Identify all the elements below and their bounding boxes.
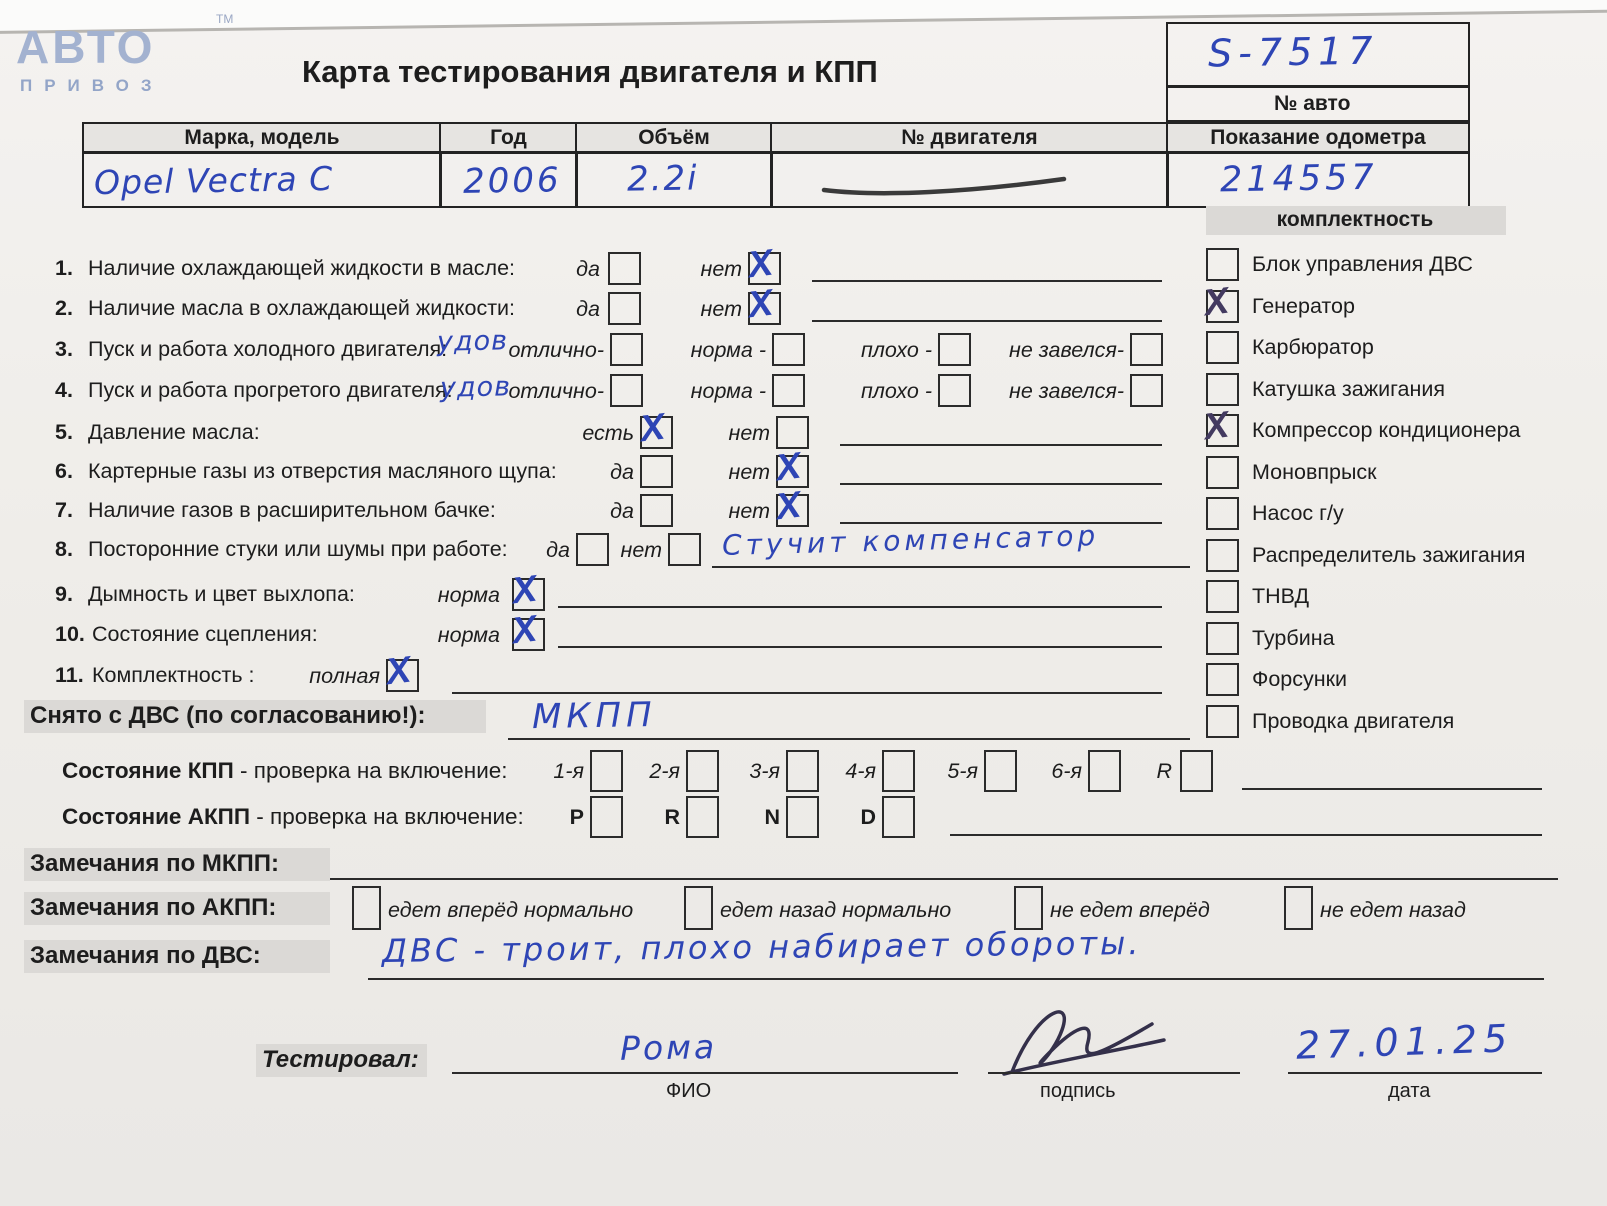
q11-blank-line <box>452 692 1162 694</box>
q3-opt-nezavelsya-label: не завелся- <box>1009 338 1124 362</box>
header-make-model: Марка, модель <box>82 122 442 154</box>
equipment-title: комплектность <box>1206 206 1506 235</box>
gear-2-label: 2-я <box>649 759 680 783</box>
q3-checkbox-norma <box>772 333 805 366</box>
q3-opt-otlichno-label: отлично- <box>508 338 604 362</box>
value-volume-cell <box>575 151 773 208</box>
logo-privoz: ПРИВОЗ <box>20 76 164 95</box>
checkbox-equip-5 <box>1206 456 1239 489</box>
q2-blank-line <box>812 320 1162 322</box>
value-engine-number-cell <box>770 151 1169 208</box>
gear-r-label: R <box>1156 759 1172 783</box>
akpp-opt-checkbox-1 <box>684 886 713 930</box>
value-odometer-cell <box>1166 151 1470 208</box>
odometer-value: 214557 <box>1219 157 1378 201</box>
q8-blank-line <box>712 566 1190 568</box>
equip-label-7: Распределитель зажигания <box>1252 543 1526 567</box>
q4-checkbox-ploho <box>938 374 971 407</box>
q2-text: Наличие масла в охлаждающей жидкости: <box>88 296 516 320</box>
q5-opt-est-label: есть <box>582 421 634 445</box>
checkbox-equip-0 <box>1206 248 1239 281</box>
equip-label-0: Блок управления ДВС <box>1252 252 1473 276</box>
equip-label-4: Компрессор кондиционера <box>1252 418 1521 442</box>
q11-num: 11. <box>55 663 84 687</box>
q4-num: 4. <box>55 378 73 402</box>
gear-4-label: 4-я <box>845 759 876 783</box>
remarks-mkpp-line <box>330 878 1558 880</box>
checkbox-equip-10 <box>1206 663 1239 696</box>
q7-checkbox-da <box>640 494 673 527</box>
q7-opt-da-label: да <box>610 499 634 523</box>
engine-number-scribble <box>820 175 1070 197</box>
q9-num: 9. <box>55 582 73 606</box>
page-title: Карта тестирования двигателя и КПП <box>302 54 878 89</box>
logo-tm-mark: TM <box>216 12 234 26</box>
q3-text: Пуск и работа холодного двигателя: <box>88 337 448 361</box>
remarks-mkpp-label: Замечания по МКПП: <box>24 848 330 881</box>
q4-text: Пуск и работа прогретого двигателя: <box>88 378 453 402</box>
q1-opt-net-label: нет <box>700 257 742 281</box>
q5-num: 5. <box>55 420 73 444</box>
signature <box>1000 990 1170 1090</box>
tested-by-label: Тестировал: <box>256 1044 427 1077</box>
equip-label-5: Моновпрыск <box>1252 460 1377 484</box>
q4-opt-otlichno-label: отлично- <box>508 379 604 403</box>
q6-text: Картерные газы из отверстия масляного щупа: <box>88 459 557 483</box>
make-model-value: Opel Vectra C <box>93 158 334 203</box>
header-volume: Объём <box>575 122 773 154</box>
checkbox-equip-1: Х <box>1206 290 1239 323</box>
volume-value: 2.2i <box>626 158 699 200</box>
q1-num: 1. <box>55 256 73 280</box>
equip-label-3: Катушка зажигания <box>1252 377 1445 401</box>
header-odometer: Показание одометра <box>1166 122 1470 154</box>
q4-opt-nezavelsya-label: не завелся- <box>1009 379 1124 403</box>
checkbox-equip-2 <box>1206 331 1239 364</box>
gear-3-checkbox <box>786 750 819 792</box>
q1-checkbox-net: Х <box>748 252 781 285</box>
removed-label: Снято с ДВС (по согласованию!): <box>24 700 486 733</box>
q8-opt-net-label: нет <box>620 538 662 562</box>
q7-checkbox-net: Х <box>776 494 809 527</box>
q1-checkbox-da <box>608 252 641 285</box>
remarks-dvs-label: Замечания по ДВС: <box>24 940 330 973</box>
agear-d-checkbox <box>882 796 915 838</box>
q8-handwritten-note: Стучит компенсатор <box>721 519 1100 562</box>
q2-num: 2. <box>55 296 73 320</box>
value-make-model-cell <box>82 151 442 208</box>
car-number-box <box>1166 22 1470 88</box>
q8-checkbox-net <box>668 533 701 566</box>
q4-checkbox-nezavelsya <box>1130 374 1163 407</box>
q6-checkbox-da <box>640 455 673 488</box>
equip-label-11: Проводка двигателя <box>1252 709 1455 733</box>
date-label: дата <box>1388 1080 1431 1102</box>
q6-checkbox-net: Х <box>776 455 809 488</box>
checkbox-equip-4: Х <box>1206 414 1239 447</box>
header-engine-number: № двигателя <box>770 122 1169 154</box>
q10-num: 10. <box>55 622 85 646</box>
gear-2-checkbox <box>686 750 719 792</box>
removed-blank-line <box>508 738 1190 740</box>
q6-num: 6. <box>55 459 73 483</box>
q6-blank-line <box>840 483 1162 485</box>
q3-num: 3. <box>55 337 73 361</box>
agear-n-label: N <box>764 805 780 829</box>
gear-5-checkbox <box>984 750 1017 792</box>
car-number-label: № авто <box>1274 92 1351 115</box>
agear-p-label: P <box>569 805 584 829</box>
q4-checkbox-norma <box>772 374 805 407</box>
checkbox-equip-9 <box>1206 622 1239 655</box>
q3-handwritten-note: удов <box>436 325 509 358</box>
q4-opt-norma-label: норма - <box>690 379 766 403</box>
gear-5-label: 5-я <box>947 759 978 783</box>
akpp-opt-checkbox-3 <box>1284 886 1313 930</box>
gear-1-label: 1-я <box>553 759 584 783</box>
q3-checkbox-ploho <box>938 333 971 366</box>
akpp-opt-label-0: едет вперёд нормально <box>388 898 634 922</box>
q3-opt-ploho-label: плохо - <box>860 338 932 362</box>
q8-checkbox-da <box>576 533 609 566</box>
auto-gearbox-blank-line <box>950 834 1542 836</box>
q7-opt-net-label: нет <box>728 499 770 523</box>
akpp-opt-label-1: едет назад нормально <box>720 898 952 922</box>
q2-checkbox-da <box>608 292 641 325</box>
akpp-opt-label-3: не едет назад <box>1320 898 1466 922</box>
q9-checkbox-norma: Х <box>512 578 545 611</box>
q5-opt-net-label: нет <box>728 421 770 445</box>
fio-label: ФИО <box>666 1080 712 1102</box>
agear-p-checkbox <box>590 796 623 838</box>
tester-name-value: Рома <box>619 1027 718 1068</box>
gear-r-checkbox <box>1180 750 1213 792</box>
gear-6-label: 6-я <box>1051 759 1082 783</box>
remarks-dvs-line <box>368 978 1544 980</box>
checkbox-equip-7 <box>1206 539 1239 572</box>
car-number-label-cell <box>1166 85 1470 122</box>
q10-text: Состояние сцепления: <box>92 622 318 646</box>
q1-opt-da-label: да <box>576 257 600 281</box>
q5-checkbox-est: Х <box>640 416 673 449</box>
q3-opt-norma-label: норма - <box>690 338 766 362</box>
q2-checkbox-net: Х <box>748 292 781 325</box>
equip-label-1: Генератор <box>1252 294 1355 318</box>
year-value: 2006 <box>462 160 562 202</box>
q6-opt-da-label: да <box>610 460 634 484</box>
signature-line <box>988 1072 1240 1074</box>
q2-opt-net-label: нет <box>700 297 742 321</box>
agear-r-checkbox <box>686 796 719 838</box>
q10-checkbox-norma: Х <box>512 618 545 651</box>
agear-n-checkbox <box>786 796 819 838</box>
equip-label-9: Турбина <box>1252 626 1335 650</box>
equip-label-10: Форсунки <box>1252 667 1348 691</box>
equip-label-6: Насос г/у <box>1252 501 1344 525</box>
q11-checkbox-polnaya: Х <box>386 659 419 692</box>
q7-text: Наличие газов в расширительном бачке: <box>88 498 496 522</box>
date-value: 27.01.25 <box>1295 1016 1514 1068</box>
q10-opt-norma-label: норма <box>437 623 500 647</box>
gear-3-label: 3-я <box>749 759 780 783</box>
q8-text: Посторонние стуки или шумы при работе: <box>88 537 508 561</box>
q10-blank-line <box>558 646 1162 648</box>
q3-checkbox-otlichno <box>610 333 643 366</box>
q5-text: Давление масла: <box>88 420 260 444</box>
checkbox-equip-8 <box>1206 580 1239 613</box>
auto-gearbox-label: Состояние АКПП - проверка на включение: <box>62 804 524 829</box>
agear-d-label: D <box>860 805 876 829</box>
q9-text: Дымность и цвет выхлопа: <box>88 582 355 606</box>
q6-opt-net-label: нет <box>728 460 770 484</box>
q8-opt-da-label: да <box>546 538 570 562</box>
equip-label-8: ТНВД <box>1252 584 1310 608</box>
q2-opt-da-label: да <box>576 297 600 321</box>
signature-label: подпись <box>1040 1080 1116 1102</box>
q5-checkbox-net <box>776 416 809 449</box>
q9-blank-line <box>558 606 1162 608</box>
checkbox-equip-3 <box>1206 373 1239 406</box>
checkbox-equip-6 <box>1206 497 1239 530</box>
value-year-cell <box>439 151 578 208</box>
gear-4-checkbox <box>882 750 915 792</box>
q8-num: 8. <box>55 537 73 561</box>
checkbox-equip-11 <box>1206 705 1239 738</box>
gearbox-label: Состояние КПП - проверка на включение: <box>62 758 508 783</box>
q11-opt-polnaya-label: полная <box>309 664 380 688</box>
q9-opt-norma-label: норма <box>437 583 500 607</box>
remarks-akpp-label: Замечания по АКПП: <box>24 892 330 925</box>
date-line <box>1288 1072 1542 1074</box>
remarks-dvs-value: ДВС - троит, плохо набирает обороты. <box>381 924 1142 970</box>
agear-r-label: R <box>664 805 680 829</box>
logo-avto: АВТО <box>16 21 156 73</box>
akpp-opt-checkbox-0 <box>352 886 381 930</box>
gear-1-checkbox <box>590 750 623 792</box>
q5-blank-line <box>840 444 1162 446</box>
q4-handwritten-note: удов <box>439 371 512 404</box>
equip-label-2: Карбюратор <box>1252 335 1374 359</box>
akpp-opt-label-2: не едет вперёд <box>1050 898 1210 922</box>
gearbox-blank-line <box>1242 788 1542 790</box>
gear-6-checkbox <box>1088 750 1121 792</box>
q1-blank-line <box>812 280 1162 282</box>
header-year: Год <box>439 122 578 154</box>
q4-checkbox-otlichno <box>610 374 643 407</box>
car-number-value: S-7517 <box>1207 28 1379 76</box>
removed-value: МКПП <box>531 694 657 738</box>
q11-text: Комплектность : <box>92 663 255 687</box>
akpp-opt-checkbox-2 <box>1014 886 1043 930</box>
q1-text: Наличие охлаждающей жидкости в масле: <box>88 256 516 280</box>
q4-opt-ploho-label: плохо - <box>860 379 932 403</box>
q7-num: 7. <box>55 498 73 522</box>
fio-line <box>452 1072 958 1074</box>
q3-checkbox-nezavelsya <box>1130 333 1163 366</box>
